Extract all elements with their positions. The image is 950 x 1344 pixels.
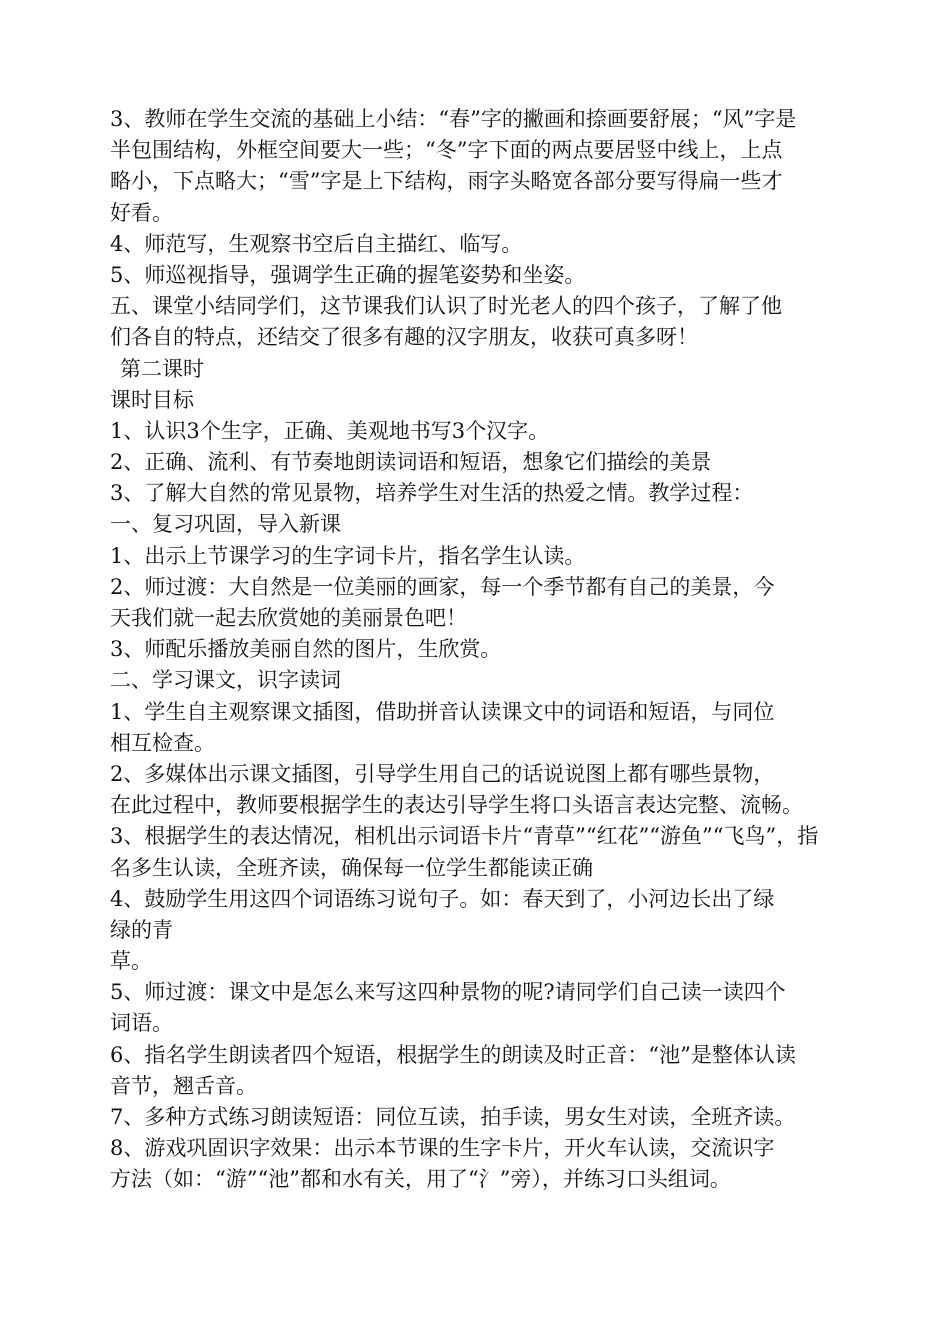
section-heading: 课时目标 [110, 387, 194, 412]
text-line: 绿的青 [110, 917, 173, 942]
text-line: 略小，下点略大；“雪”字是上下结构，雨字头略宽各部分要写得扁一些才 [110, 169, 783, 194]
text-line: 1、出示上节课学习的生字词卡片，指名学生认读。 [110, 543, 586, 568]
text-line: 5、师巡视指导，强调学生正确的握笔姿势和坐姿。 [110, 262, 586, 287]
text-line: 1、学生自主观察课文插图，借助拼音认读课文中的词语和短语，与同位 [110, 699, 775, 724]
text-line: 3、根据学生的表达情况，相机出示词语卡片“青草”“红花”“游鱼”“飞鸟”，指 [110, 824, 819, 849]
text-line: 3、教师在学生交流的基础上小结：“春”字的撇画和捺画要舒展；“风”字是 [110, 107, 797, 131]
text-line: 草。 [110, 949, 152, 974]
text-line: 好看。 [110, 200, 173, 225]
text-line: 2、多媒体出示课文插图，引导学生用自己的话说说图上都有哪些景物， [110, 761, 775, 786]
text-line: 方法（如：“游”“池”都和水有关，用了“氵”旁），并练习口头组词。 [110, 1167, 731, 1192]
text-line: 4、师范写，生观察书空后自主描红、临写。 [110, 231, 523, 256]
text-line: 天我们就一起去欣赏她的美丽景色吧！ [110, 606, 467, 630]
text-line: 5、师过渡：课文中是怎么来写这四种景物的呢?请同学们自己读一读四个 [110, 980, 786, 1005]
text-line: 6、指名学生朗读者四个短语，根据学生的朗读及时正音：“池”是整体认读 [110, 1042, 796, 1067]
text-line: 音节，翘舌音。 [110, 1073, 257, 1098]
section-heading: 第二课时 [120, 356, 204, 381]
text-line: 7、多种方式练习朗读短语：同位互读，拍手读，男女生对读，全班齐读。 [110, 1105, 796, 1129]
text-line: 3、师配乐播放美丽自然的图片，生欣赏。 [110, 637, 502, 662]
text-line: 8、游戏巩固识字效果：出示本节课的生字卡片，开火车认读，交流识字 [110, 1136, 775, 1161]
text-line: 词语。 [110, 1011, 173, 1036]
text-line: 相互检查。 [110, 730, 215, 755]
text-line: 半包围结构，外框空间要大一些；“冬”字下面的两点要居竖中线上，上点 [110, 138, 783, 163]
text-line: 2、师过渡：大自然是一位美丽的画家，每一个季节都有自己的美景，今 [110, 574, 775, 599]
text-line: 1、认识3个生字，正确、美观地书写3个汉字。 [110, 418, 550, 443]
text-line: 五、课堂小结同学们，这节课我们认识了时光老人的四个孩子，了解了他 [110, 294, 782, 319]
text-line: 3、了解大自然的常见景物，培养学生对生活的热爱之情。教学过程： [110, 481, 754, 506]
text-line: 在此过程中，教师要根据学生的表达引导学生将口头语言表达完整、流畅。 [110, 793, 803, 818]
text-line: 名多生认读，全班齐读，确保每一位学生都能读正确 [110, 855, 593, 880]
text-line: 4、鼓励学生用这四个词语练习说句子。如：春天到了，小河边长出了绿 [110, 886, 775, 911]
text-line: 们各自的特点，还结交了很多有趣的汉字朋友，收获可真多呀！ [110, 325, 698, 350]
section-heading: 二、学习课文，识字读词 [110, 668, 341, 693]
text-line: 2、正确、流利、有节奏地朗读词语和短语，想象它们描绘的美景 [110, 450, 712, 475]
section-heading: 一、复习巩固，导入新课 [110, 512, 341, 537]
document-body [110, 104, 880, 1196]
